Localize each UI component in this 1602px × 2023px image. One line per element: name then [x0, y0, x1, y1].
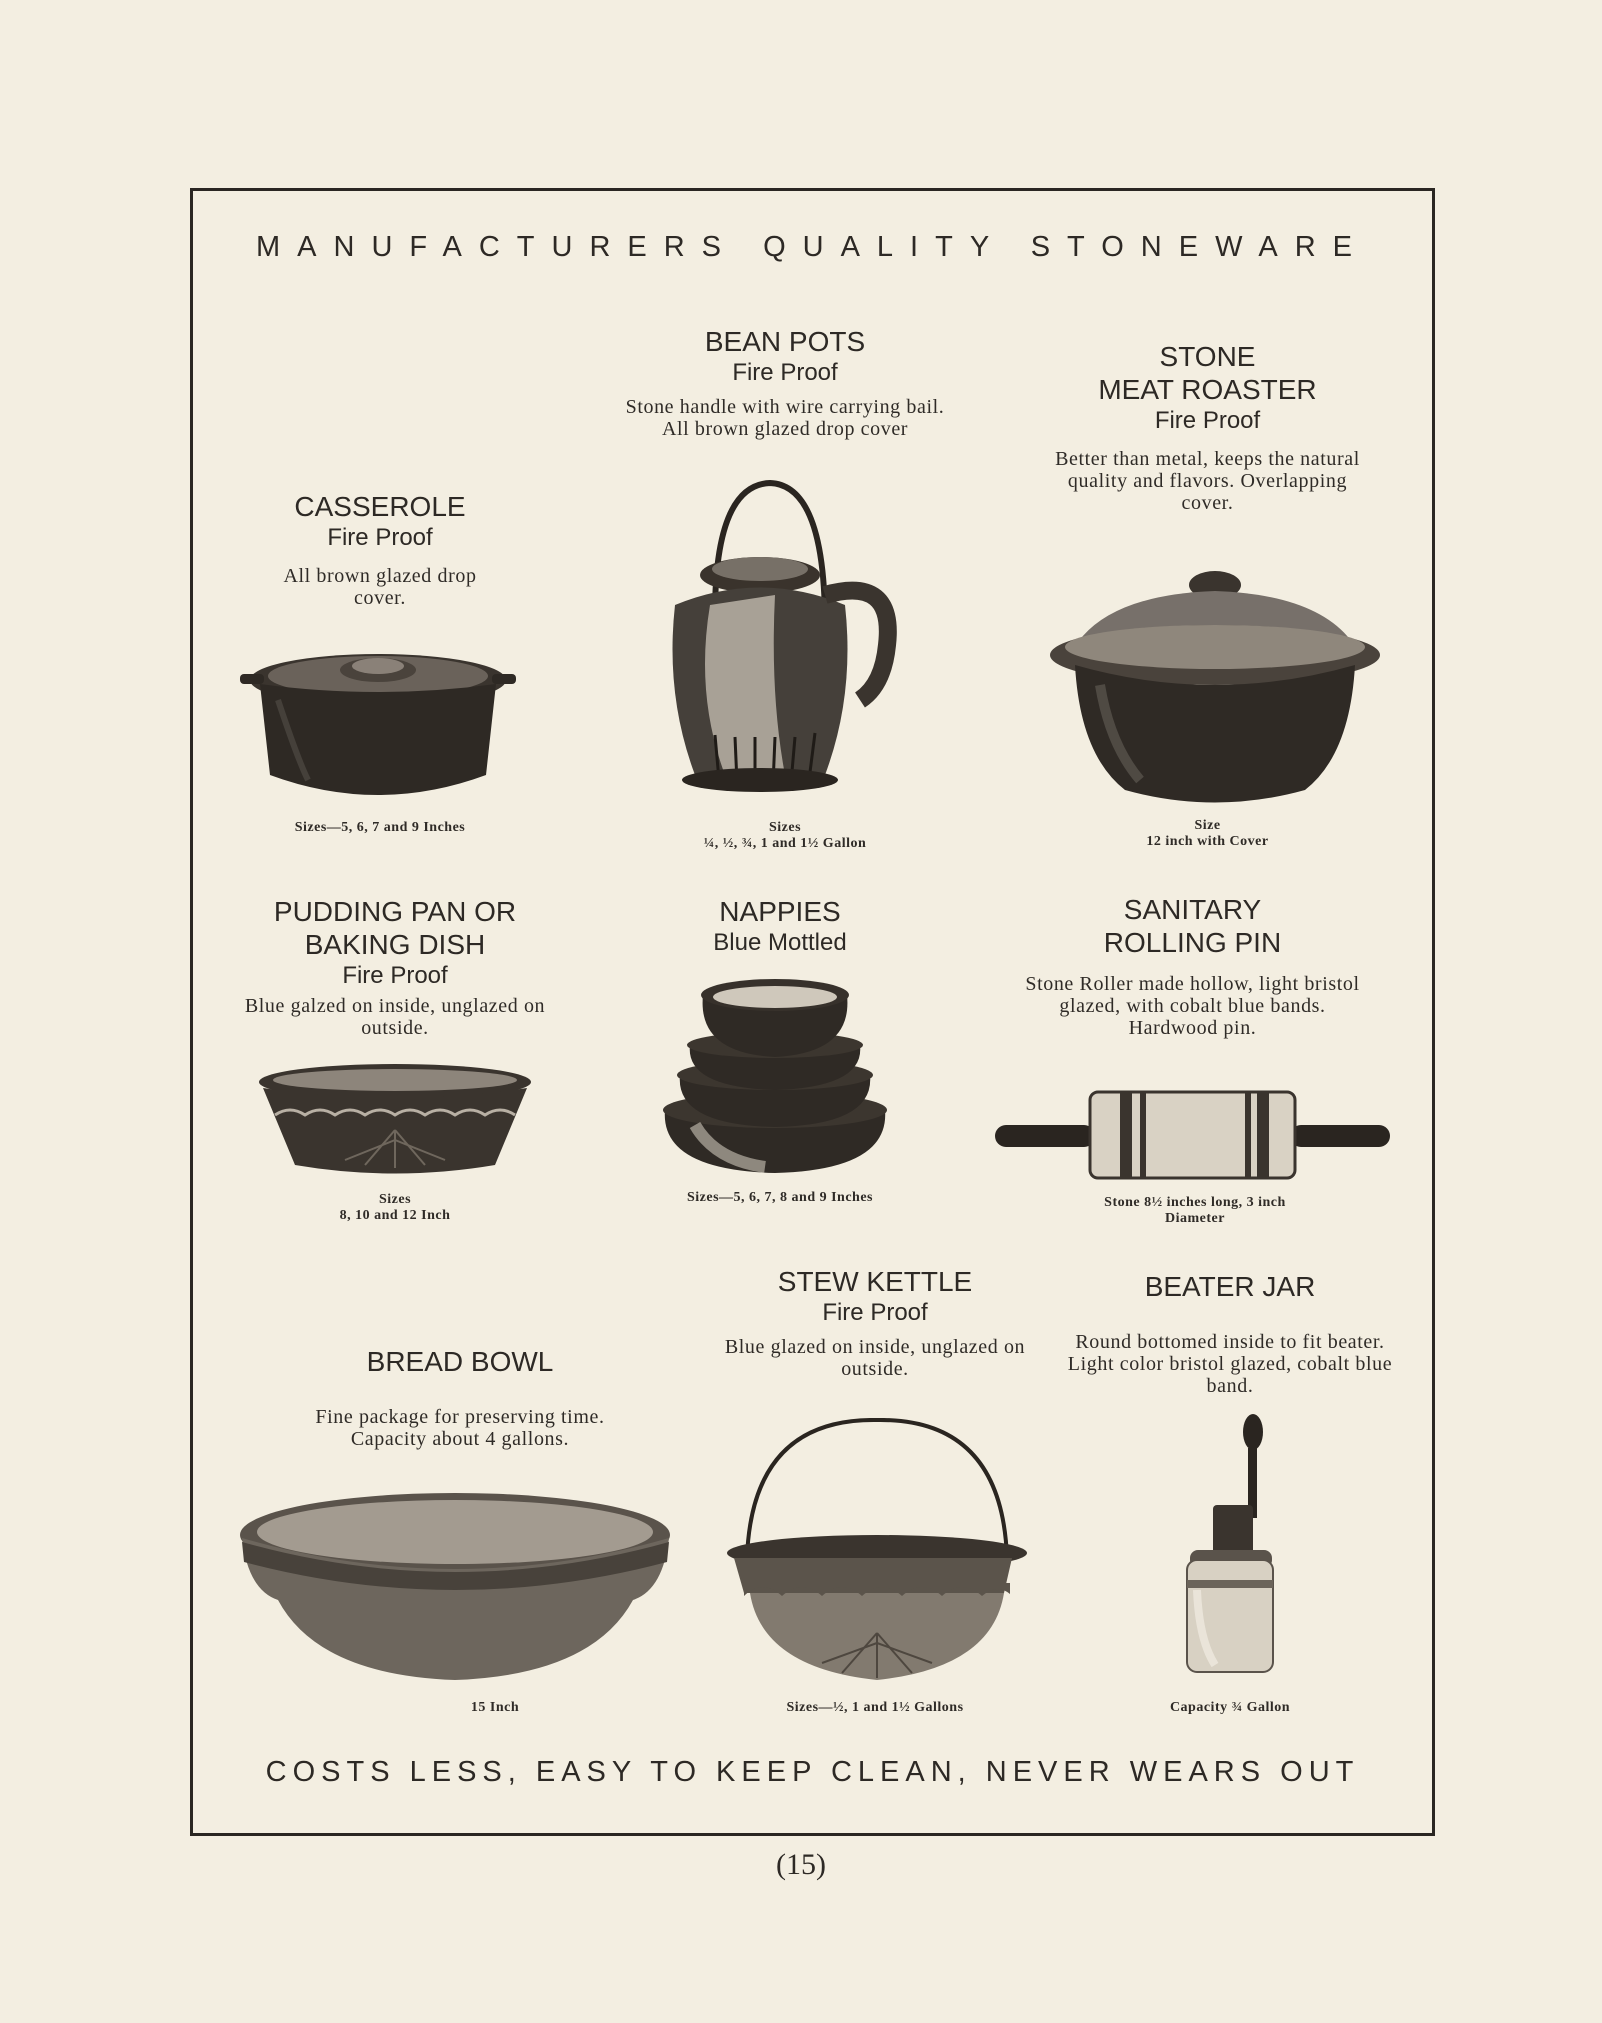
- meat-roaster-title-line1: STONE: [1159, 341, 1256, 372]
- bean-pots-caption-line2: ¼, ½, ¾, 1 and 1½ Gallon: [703, 836, 867, 851]
- meat-roaster-title-line2: MEAT ROASTER: [1098, 374, 1317, 405]
- bread-bowl-title: BREAD BOWL: [366, 1346, 554, 1377]
- pudding-pan-description: Blue galzed on inside, unglazed on outside.: [244, 995, 546, 1039]
- bread-bowl-description-line2: Capacity about 4 gallons.: [350, 1428, 570, 1450]
- meat-roaster-caption-line1: Size: [1194, 818, 1221, 833]
- pudding-pan-caption-line2: 8, 10 and 12 Inch: [339, 1208, 451, 1223]
- nappies-title: NAPPIES: [719, 896, 841, 927]
- stew-kettle-subtitle: Fire Proof: [822, 1299, 928, 1326]
- stew-kettle-text: [710, 1265, 1040, 1380]
- meat-roaster-caption-line2: 12 inch with Cover: [1146, 834, 1269, 849]
- pudding-pan-text: [230, 895, 560, 1039]
- bread-bowl-icon: [238, 1490, 673, 1685]
- rolling-pin-title-line2: ROLLING PIN: [1103, 927, 1282, 958]
- casserole-description: All brown glazed drop cover.: [283, 565, 477, 609]
- nappies-subtitle: Blue Mottled: [713, 929, 847, 956]
- page-footer-slogan: COSTS LESS, EASY TO KEEP CLEAN, NEVER WEARS OUT: [265, 1756, 1360, 1788]
- pudding-pan-caption-line1: Sizes: [378, 1192, 412, 1207]
- casserole-caption: Sizes—5, 6, 7 and 9 Inches: [294, 820, 466, 835]
- nappies-icon: [655, 975, 895, 1175]
- stew-kettle-caption: Sizes—½, 1 and 1½ Gallons: [786, 1700, 964, 1715]
- meat-roaster-subtitle: Fire Proof: [1154, 407, 1261, 434]
- rolling-pin-caption: [1035, 1195, 1355, 1227]
- stew-kettle-icon: [722, 1418, 1032, 1688]
- rolling-pin-title-line1: SANITARY: [1123, 894, 1262, 925]
- pudding-pan-caption: [230, 1192, 560, 1224]
- bean-pots-description: Stone handle with wire carrying bail. All brown glazed drop cover: [625, 396, 945, 440]
- meat-roaster-text: [1045, 340, 1370, 514]
- bean-pots-text: [615, 325, 955, 440]
- pudding-pan-subtitle: Fire Proof: [342, 962, 448, 989]
- casserole-icon: [238, 640, 518, 810]
- meat-roaster-description: Better than metal, keeps the natural quality and flavors. Overlapping cover.: [1055, 448, 1360, 514]
- rolling-pin-icon: [995, 1090, 1390, 1180]
- nappies-text: [640, 895, 920, 958]
- rolling-pin-caption-line1: Stone 8½ inches long, 3 inch: [1104, 1195, 1286, 1210]
- bean-pots-subtitle: Fire Proof: [732, 359, 838, 386]
- nappies-caption: Sizes—5, 6, 7, 8 and 9 Inches: [686, 1190, 874, 1205]
- casserole-title: CASSEROLE: [294, 491, 466, 522]
- beater-jar-description: Round bottomed inside to fit beater. Light color bristol glazed, cobalt blue band.: [1067, 1331, 1393, 1397]
- bread-bowl-text: [260, 1345, 660, 1450]
- beater-jar-caption: Capacity ¾ Gallon: [1169, 1700, 1291, 1715]
- stew-kettle-title: STEW KETTLE: [777, 1266, 973, 1297]
- casserole-text: [240, 490, 520, 609]
- pudding-pan-title-line2: BAKING DISH: [304, 929, 486, 960]
- meat-roaster-icon: [1040, 555, 1390, 810]
- stew-kettle-description: Blue glazed on inside, unglazed on outside.: [724, 1336, 1026, 1380]
- beater-jar-text: [1065, 1270, 1395, 1397]
- beater-jar-title: BEATER JAR: [1144, 1271, 1316, 1302]
- pudding-pan-title-line1: PUDDING PAN OR: [273, 896, 517, 927]
- rolling-pin-description: Stone Roller made hollow, light bristol glazed, with cobalt blue bands. Hardwood pin.: [1025, 973, 1360, 1039]
- bread-bowl-caption: 15 Inch: [470, 1700, 520, 1715]
- page-heading: MANUFACTURERS QUALITY STONEWARE: [256, 231, 1369, 263]
- meat-roaster-caption: [1045, 818, 1370, 850]
- bean-pots-caption: [615, 820, 955, 852]
- beater-jar-icon: [1175, 1410, 1285, 1680]
- rolling-pin-caption-line2: Diameter: [1165, 1211, 1225, 1226]
- rolling-pin-text: [1025, 893, 1360, 1039]
- bean-pots-title: BEAN POTS: [704, 326, 866, 357]
- casserole-subtitle: Fire Proof: [327, 524, 433, 551]
- bread-bowl-description-line1: Fine package for preserving time.: [315, 1406, 605, 1428]
- page-number: (15): [776, 1848, 826, 1881]
- bean-pots-caption-line1: Sizes: [768, 820, 802, 835]
- pudding-pan-icon: [255, 1060, 535, 1180]
- bean-pot-icon: [655, 475, 915, 805]
